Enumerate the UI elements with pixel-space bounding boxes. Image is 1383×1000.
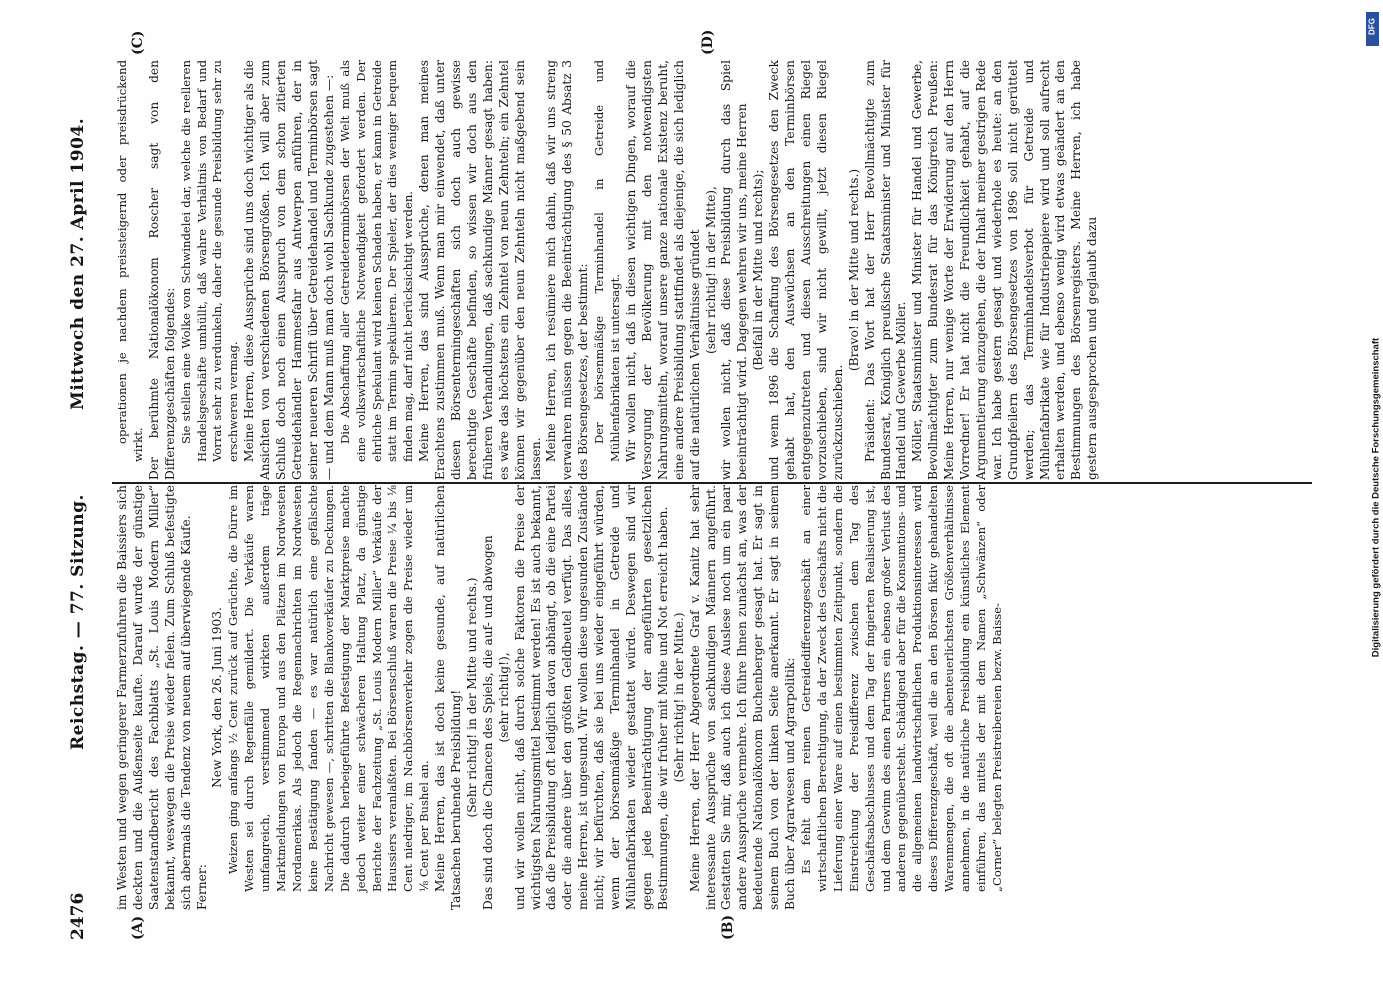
- margin-mark-c: (C): [130, 30, 146, 55]
- interjection: (Sehr richtig! in der Mitte und rechts.): [464, 577, 479, 818]
- paragraph: Meine Herren, das ist doch keine gesunde, auf natürlichen Tatsachen beruhende Preisbildung!: [433, 485, 464, 910]
- margin-mark-b: (B): [720, 914, 736, 940]
- margin-mark-d: (D): [700, 29, 716, 55]
- credit-text: Digitalisierung gefördert durch die Deutsche Forschungsgemeinschaft: [1370, 337, 1382, 658]
- paragraph: und wenn 1896 die Schaffung des Börsengesetzes den Zweck gehabt hat, den Auswüchsen an den Terminbörsen entgegenzutreten und diesen Ausschreitungen einen Riegel vorzuschieben, sind wir nicht gewillt, jetzt diesen Riegel zurückzuschieben.: [767, 60, 845, 480]
- paragraph: Ferner:: [194, 864, 209, 910]
- dateline: New York, den 26. Juni 1903.: [210, 607, 225, 788]
- interjection: (Sehr richtig! in der Mitte.): [671, 612, 686, 783]
- dfg-logo: [1366, 12, 1379, 46]
- quoted-report: Weizen ging anfangs ½ Cent zurück auf Gerüchte, die Dürre im Westen sei durch Regenfälle gemildert. Die Verkäufe waren umfangreich, verstimmend wirkten außerdem träge Marktmeldungen von Europa und aus den Plätzen im Nordwesten Nordamerikas. Als jedoch die Regennachrichten im Nordwesten keine Bestätigung fanden — es war natürlich eine gefälschte Nachricht gewesen —, schritten die Blankoverkäufer zu Deckungen. Die dadurch herbeigeführte Befestigung der Marktpreise machte jedoch weiter einer schwächeren Haltung Platz, da günstige Berichte der Fachzeitung „St. Louis Modern Miller“ Verkäufe der Haussiers veranlaßten. Bei Börsenschluß waren die Preise ¼ bis ⅛ Cent niedriger, im Nachbörsenverkehr zogen die Preise wieder um ⅛ Cent per Bushel an.: [226, 485, 432, 892]
- paragraph: Meine Herren, der Herr Abgeordnete Graf v. Kanitz hat sehr interessante Aussprüche von sachkundigen Männern angeführt. Gestatten Sie mir, daß auch ich diese Auslese noch um ein paar andere Aussprüche vermehre. Ich führe Ihnen zunächst an, was der bedeutende Nationalökonom Buchenberger gesagt hat. Er sagt in seinem Buch von der linken Seite anerkannt. Er sagt in seinem Buch über Agrarwesen und Agrarpolitik:: [687, 485, 798, 910]
- paragraph: Das sind doch die Chancen des Spiels, die auf- und abwogen: [480, 535, 495, 910]
- paragraph: Wir wollen nicht, daß in diesen wichtigen Dingen, worauf die Versorgung der Bevölkerung mit den notwendigsten Nahrungsmitteln, worauf unsere ganze nationale Existenz beruht, eine andere Preisbildung stattfindet als diejenige, die sich lediglich auf die natürlichen Verhältnisse gründet: [624, 60, 702, 480]
- interjection: (sehr richtig!),: [496, 652, 511, 743]
- right-column: [115, 60, 1295, 480]
- quotation: Der börsenmäßige Terminhandel in Getreide und Mühlenfabrikaten ist untersagt.: [592, 60, 623, 462]
- paragraph: im Westen und wegen geringerer Farmerzufuhren die Baissiers sich deckten und die Außenseite kaufte. Darauf wurde der günstige Saatenstandbericht des Fachblatts „St. Louis Modern Miller“ bekannt, weswegen die Preise wieder fielen. Zum Schluß befestigte sich abermals die Tendenz von neuem auf überwiegende Käufe.: [115, 485, 193, 910]
- page-number: 2476: [68, 892, 88, 940]
- quotation: Die Abschaffung aller Getreideterminbörsen der Welt muß als eine volkswirtschaftliche Notwendigkeit gefordert werden. Der ehrliche Spekulant wird keinen Schaden haben, er kann in Getreide statt im Termin spekulieren. Der Spieler, der dies weniger bequem finden mag, darf nicht berücksichtigt werden.: [337, 60, 416, 462]
- column-rule: [112, 482, 1312, 484]
- speaker-paragraph: Präsident: Das Wort hat der Herr Bevollmächtigte zum Bundesrat, Königlich preußische Staatsminister und Minister für Handel und Gewerbe Möller.: [862, 60, 909, 480]
- interjection: (sehr richtig! in der Mitte),: [703, 186, 718, 354]
- paragraph: Meine Herren, ich resümiere mich dahin, daß wir uns streng verwahren müssen gegen die Beeinträchtigung des § 50 Absatz 3 des Börsengesetzes, der bestimmt:: [544, 60, 591, 480]
- running-header: [60, 60, 100, 940]
- left-running-head: Reichstag. — 77. Sitzung.: [68, 494, 88, 750]
- interjection: (Bravo! in der Mitte und rechts.): [846, 168, 861, 372]
- paragraph: Meine Herren, das sind Aussprüche, denen man meines Erachtens zustimmen muß. Wenn man mir einwendet, daß unter diesen Börsentermingeschäften sich doch auch gewisse berechtigte Geschäfte befinden, so wissen wir doch aus den früheren Verhandlungen, daß sachkundige Männer gesagt haben: es wäre das höchstens ein Zehntel von neun Zehnteln; ein Zehntel können wir gegenüber den neun Zehnteln nicht maßgebend sein lassen.: [417, 60, 543, 480]
- paragraph: Der berühmte Nationalökonom Roscher sagt von den Differenzgeschäften folgendes:: [146, 60, 177, 480]
- speaker-paragraph: Möller, Staatsminister und Minister für Handel und Gewerbe, Bevollmächtigter zum Bundesrat für das Königreich Preußen: Meine Herren, nur wenige Worte der Erwiderung auf den Herrn Vorredner! Er hat nicht die Freundlichkeit gehabt, auf die Argumentierung einzugehen, die der Inhalt meiner gestrigen Rede war. Ich habe gestern gesagt und wiederhole es heute: an den Grundpfeilern des Börsengesetzes von 1896 soll nicht gerüttelt werden; das Terminhandelsverbot für Getreide und Mühlenfabrikate wie für Industriepapiere wird und soll aufrecht erhalten werden, und ebenso wenig wird etwas geändert an den Bestimmungen des Börsenregisters. Meine Herren, ich habe gestern ausgesprochen und geglaubt dazu: [910, 60, 1100, 480]
- paragraph: Meine Herren, diese Aussprüche sind uns doch wichtiger als die Ansichten von verschiedenen Börsengrößen. Ich will aber zum Schluß doch noch einen Ausspruch von dem schon zitierten Getreidehändler Hammesfahr aus Antwerpen anführen, der in seiner neueren Schrift über Getreidehandel und Terminbörsen sagt — und dem Mann muß man doch wohl Sachkunde zugestehen —:: [242, 60, 336, 480]
- quotation: operationen je nachdem preissteigernd oder preisdrückend wirkt.: [115, 60, 145, 462]
- margin-mark-a: (A): [130, 915, 146, 940]
- dfg-logo-text: DFG: [1367, 18, 1377, 35]
- paragraph: wir wollen nicht, daß diese Preisbildung durch das Spiel beeinträchtigt wird. Dagegen wehren wir uns, meine Herren: [719, 60, 750, 480]
- right-running-head: Mittwoch den 27. April 1904.: [68, 117, 88, 410]
- digitization-credit: [1366, 52, 1380, 952]
- interjection: (Beifall in der Mitte und rechts);: [751, 169, 766, 371]
- left-column: [115, 485, 1295, 910]
- paragraph: und wir wollen nicht, daß durch solche Faktoren die Preise der wichtigsten Nahrungsmittel bestimmt werden! Es ist auch bekannt, daß die Preisbildung oft lediglich davon abhängt, ob die eine Partei oder die andere über den größten Geldbeutel verfügt. Das alles, meine Herren, ist ungesund. Wir wollen diese ungesunden Zustände nicht; wir befürchten, daß sie bei uns wieder eingeführt würden, wenn der börsenmäßige Terminhandel in Getreide und Mühlenfabrikaten wieder gestattet würde. Deswegen sind wir gegen jede Beeinträchtigung der angeführten gesetzlichen Bestimmungen, die wir früher mit Mühe und Not erreicht haben.: [512, 485, 670, 910]
- quotation: Es fehlt dem reinen Getreidedifferenzgeschäft an einer wirtschaftlichen Berechtigung, da der Zweck des Geschäfts nicht die Lieferung einer Ware auf einen bestimmten Zeitpunkt, sondern die Einstreichung der Preisdifferenz zwischen dem Tag des Geschäftsabschlusses und dem Tag der fingierten Realisierung ist, und dem Gewinn des einen Partners ein ebenso großer Verlust des anderen gegenübersteht. Schädigend aber für die Konsumtions- und die allgemeinen landwirtschaftlichen Produktionsinteressen wird dieses Differenzgeschäft, weil die an den Börsen fiktiv gehandelten Warenmengen, die oft die abenteuerlichsten Größenverhältnisse annehmen, in die natürliche Preisbildung ein künstliches Element einführen, das mittels der mit dem Namen „Schwänzen“ oder „Corner“ belegten Preistreibereien bezw. Baisse-: [798, 485, 1004, 892]
- quotation: Sie stellen eine Wolke von Schwindelei dar, welche die reelleren Handelsgeschäfte umhüllt, daß wahre Verhältnis von Bedarf und Vorrat sehr zu verdunkeln, daher die gesunde Preisbildung sehr zu erschweren vermag.: [178, 60, 241, 462]
